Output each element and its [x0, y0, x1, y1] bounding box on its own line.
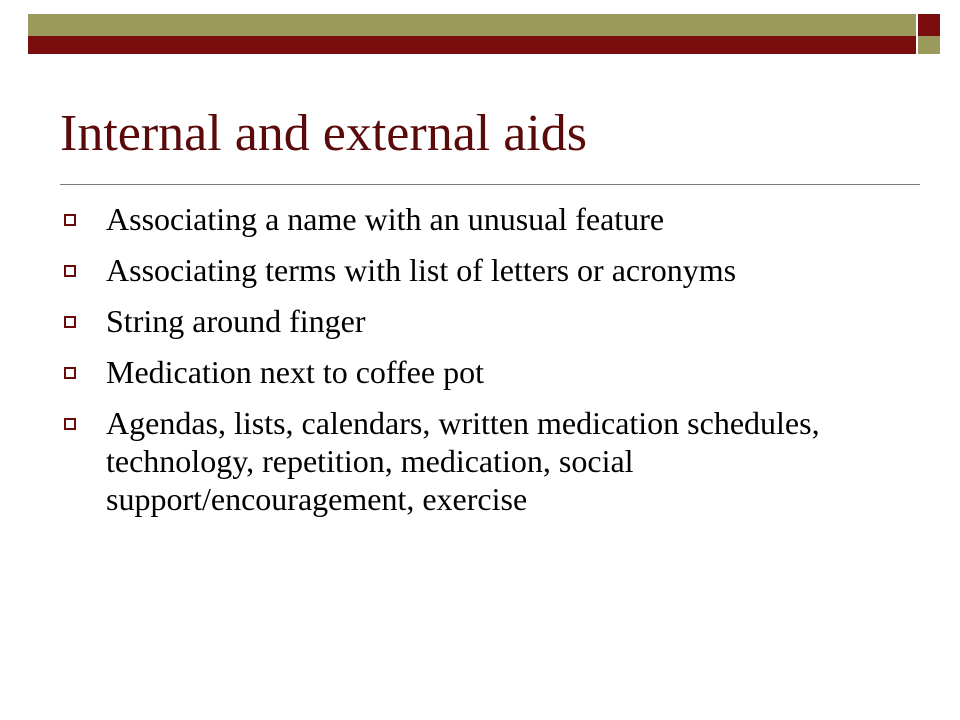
bullet-text: Agendas, lists, calendars, written medication schedules, technology, repetition, medication, social support/encouragement, exercise	[106, 405, 820, 517]
bullet-text: Medication next to coffee pot	[106, 354, 484, 390]
corner-accent-dark-red	[918, 14, 940, 36]
bullet-item	[64, 251, 904, 289]
bullet-list	[64, 200, 904, 531]
hollow-square-bullet-icon	[64, 265, 76, 277]
header-band-olive	[28, 14, 916, 36]
bullet-text: Associating a name with an unusual feature	[106, 201, 665, 237]
bullet-text: Associating terms with list of letters or acronyms	[106, 252, 737, 288]
bullet-item	[64, 302, 904, 340]
hollow-square-bullet-icon	[64, 316, 76, 328]
bullet-item	[64, 200, 904, 238]
slide-title: Internal and external aids	[60, 105, 587, 162]
bullet-text: String around finger	[106, 303, 366, 339]
title-divider	[60, 184, 920, 185]
bullet-item	[64, 353, 904, 391]
hollow-square-bullet-icon	[64, 418, 76, 430]
bullet-item	[64, 404, 904, 518]
header-band-dark-red	[28, 36, 916, 54]
corner-accent-olive	[918, 36, 940, 54]
hollow-square-bullet-icon	[64, 214, 76, 226]
hollow-square-bullet-icon	[64, 367, 76, 379]
